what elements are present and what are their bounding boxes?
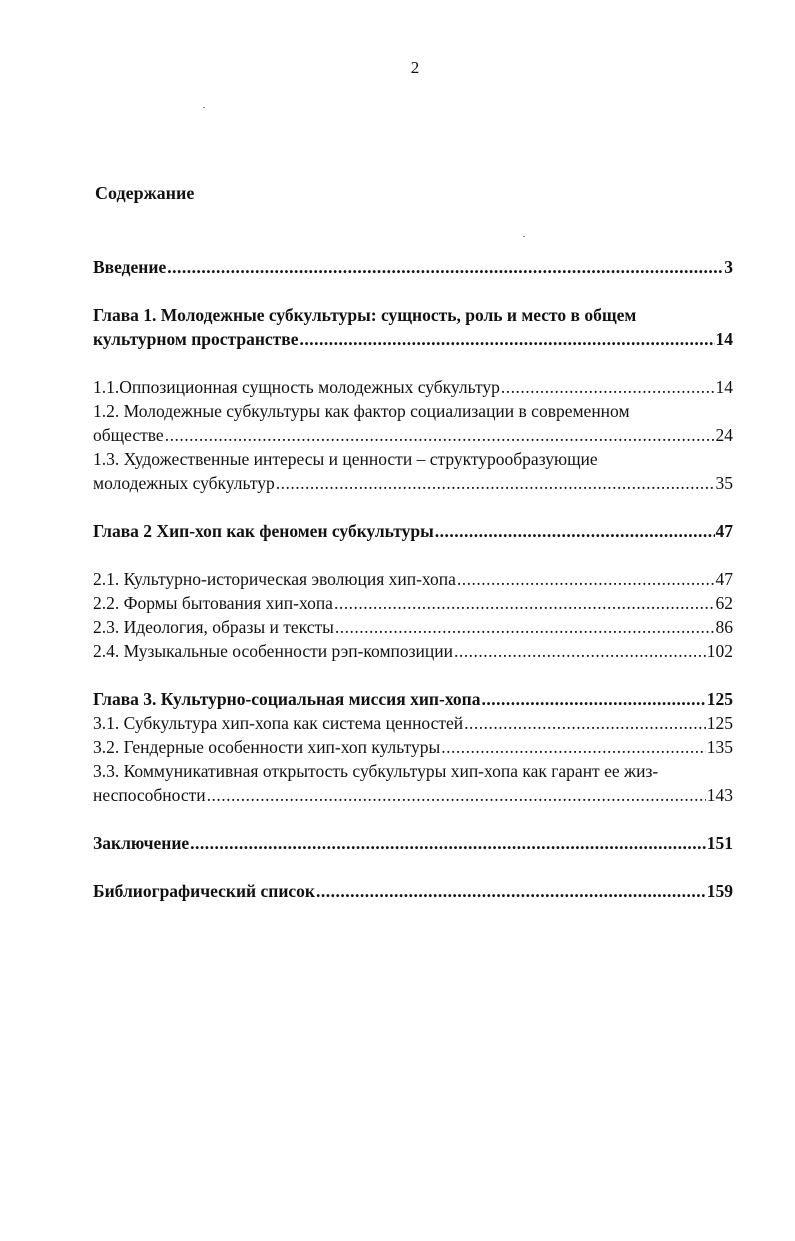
toc-entry-title-line: 1.3. Художественные интересы и ценности – структурообразующие (93, 449, 598, 469)
toc-entry-section-1-3 (93, 447, 733, 495)
toc-entry-title: культурном пространстве (93, 329, 299, 349)
toc-entry-page: 14 (715, 329, 733, 349)
toc-entry-title: 3.2. Гендерные особенности хип-хоп культуры (93, 737, 441, 757)
toc-entry-page: 47 (715, 521, 733, 541)
scan-speck (203, 107, 205, 108)
toc-entry-title: 3.1. Субкультура хип-хопа как система ценностей (93, 713, 464, 733)
toc-entry-page: 86 (715, 617, 733, 637)
toc-entry-title: Глава 2 Хип-хоп как феномен субкультуры (93, 521, 434, 541)
toc-entry-title: обществе (93, 425, 164, 445)
toc-entry-title-line: 1.2. Молодежные субкультуры как фактор социализации в современном (93, 401, 630, 421)
dot-leader (190, 831, 706, 855)
toc-entry-page: 24 (715, 425, 733, 445)
toc-entry-title: 2.4. Музыкальные особенности рэп-композиции (93, 641, 454, 661)
toc-entry-title: 2.3. Идеология, образы и тексты (93, 617, 334, 637)
dot-leader (335, 615, 715, 639)
dot-leader (501, 375, 715, 399)
dot-leader (454, 639, 706, 663)
scan-speck (523, 236, 525, 237)
dot-leader (207, 783, 706, 807)
page-number: 2 (410, 58, 420, 77)
toc-title: Содержание (95, 183, 195, 203)
toc-entry-chapter-3 (93, 687, 733, 711)
toc-entry-section-3-2 (93, 735, 733, 759)
toc-entry-page: 151 (706, 833, 733, 853)
toc-entry-title: Глава 3. Культурно-социальная миссия хип-хопа (93, 689, 481, 709)
toc-entry-page: 125 (706, 713, 733, 733)
toc-entry-title: 2.2. Формы бытования хип-хопа (93, 593, 333, 613)
toc-entry-page: 143 (706, 785, 733, 805)
dot-leader (435, 519, 715, 543)
toc-entry-chapter-1 (93, 303, 733, 351)
toc-entry-section-3-1 (93, 711, 733, 735)
dot-leader (457, 567, 715, 591)
toc-entry-page: 47 (715, 569, 733, 589)
toc-entry-page: 35 (715, 473, 733, 493)
dot-leader (334, 591, 715, 615)
toc-entry-section-2-4 (93, 639, 733, 663)
toc-entry-section-2-2 (93, 591, 733, 615)
toc-entry-title-line: 3.3. Коммуникативная открытость субкультуры хип-хопа как гарант ее жиз- (93, 761, 659, 781)
toc-entry-title-line: Глава 1. Молодежные субкультуры: сущность, роль и место в общем (93, 305, 637, 325)
dot-leader (167, 255, 723, 279)
toc-entry-title: неспособности (93, 785, 206, 805)
dot-leader (464, 711, 706, 735)
toc-entry-page: 125 (706, 689, 733, 709)
toc-entry-bibliography (93, 879, 733, 903)
toc-entry-section-2-3 (93, 615, 733, 639)
dot-leader (276, 471, 715, 495)
toc-entry-section-1-2 (93, 399, 733, 447)
toc-entry-page: 62 (715, 593, 733, 613)
toc-entry-title: Заключение (93, 833, 190, 853)
table-of-contents (93, 255, 733, 903)
dot-leader (482, 687, 706, 711)
toc-entry-title: Введение (93, 257, 167, 277)
toc-entry-section-3-3 (93, 759, 733, 807)
dot-leader (316, 879, 706, 903)
dot-leader (165, 423, 715, 447)
toc-entry-chapter-2 (93, 519, 733, 543)
toc-entry-section-1-1 (93, 375, 733, 399)
toc-entry-title: Библиографический список (93, 881, 316, 901)
toc-entry-page: 135 (706, 737, 733, 757)
toc-entry-page: 159 (706, 881, 733, 901)
toc-entry-title: 1.1.Оппозиционная сущность молодежных субкультур (93, 377, 500, 397)
toc-entry-page: 102 (706, 641, 733, 661)
toc-entry-title: молодежных субкультур (93, 473, 275, 493)
toc-entry-introduction (93, 255, 733, 279)
toc-entry-page: 3 (724, 257, 733, 277)
toc-entry-conclusion (93, 831, 733, 855)
dot-leader (441, 735, 705, 759)
dot-leader (300, 327, 715, 351)
toc-entry-page: 14 (715, 377, 733, 397)
toc-entry-title: 2.1. Культурно-историческая эволюция хип-хопа (93, 569, 456, 589)
toc-entry-section-2-1 (93, 567, 733, 591)
